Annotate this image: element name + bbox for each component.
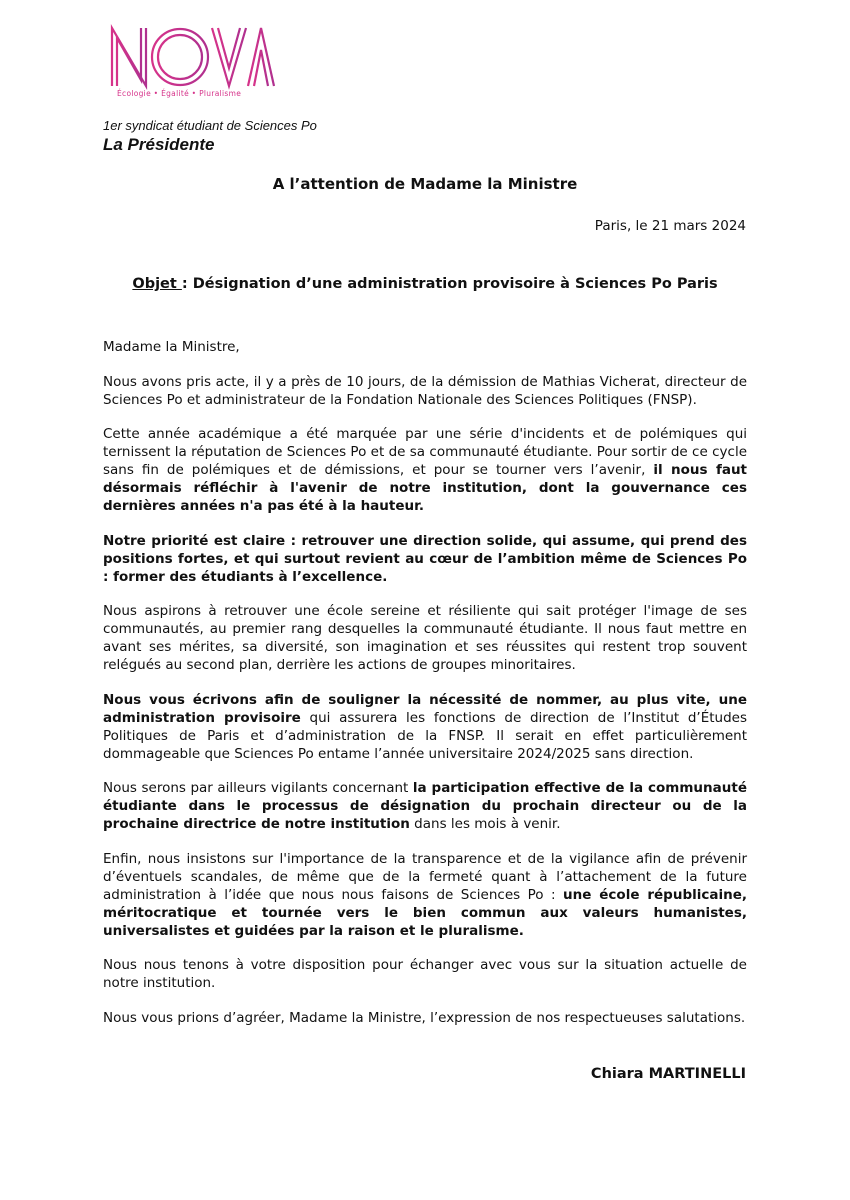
subject-label: Objet xyxy=(132,276,182,292)
closing-formula: Nous vous prions d’agréer, Madame la Ministre, l’expression de nos respectueuses salutations. xyxy=(103,1009,746,1026)
paragraph-5-text: qui assurera les fonctions de direction de l’Institut d’Études Politiques de Paris et d’administration de la FNSP. Il serait en effet particulièrement dommageable que Sciences Po entame l’année universitaire 2024/2025 sans direction. xyxy=(103,709,748,762)
paragraph-3-emphasis: Notre priorité est claire : retrouver une direction solide, qui assume, qui prend des positions fortes, et qui surtout revient au cœur de l’ambition même de Sciences Po : former des étudiants à l’excellence. xyxy=(103,532,747,585)
paragraph-1: Nous avons pris acte, il y a près de 10 jours, de la démission de Mathias Vicherat, directeur de Sciences Po et administrateur de la Fondation Nationale des Sciences Politiques (FNSP). xyxy=(103,373,747,408)
paragraph-7 xyxy=(103,850,747,940)
paragraph-5-emphasis: Nous vous écrivons afin de souligner la nécessité de nommer, au plus vite, une administration provisoire xyxy=(103,691,747,726)
paragraph-2 xyxy=(103,425,747,515)
subject-text: : Désignation d’une administration provisoire à Sciences Po Paris xyxy=(181,276,718,292)
paragraph-8: Nous nous tenons à votre disposition pour échanger avec vous sur la situation actuelle de notre institution. xyxy=(103,957,747,991)
place-date: Paris, le 21 mars 2024 xyxy=(594,218,746,234)
addressee: A l’attention de Madame la Ministre xyxy=(272,175,578,193)
paragraph-2-emphasis: il nous faut désormais réfléchir à l'avenir de notre institution, dont la gouvernance ces dernières années n'a pas été à la hauteur. xyxy=(103,462,748,514)
subject-line xyxy=(0,276,850,292)
organization-line: 1er syndicat étudiant de Sciences Po xyxy=(103,118,317,133)
paragraph-7-text: Enfin, nous insistons sur l'importance de la transparence et de la vigilance afin de prévenir d’éventuels scandales, de même que de la fermeté quant à l’attachement de la future administration à l’idée que nous nous faisons de Sciences Po : xyxy=(103,850,747,903)
letter-body xyxy=(103,338,747,1043)
president-title: La Présidente xyxy=(103,135,215,154)
signature: Chiara MARTINELLI xyxy=(590,1066,746,1082)
paragraph-7-emphasis: une école républicaine, méritocratique et tournée vers le bien commun aux valeurs humanistes, universalistes et guidées par la raison et le pluralisme. xyxy=(103,886,747,939)
salutation: Madame la Ministre, xyxy=(103,339,240,355)
paragraph-6 xyxy=(103,779,747,833)
logo-tagline: Écologie • Égalité • Pluralisme xyxy=(117,89,242,98)
paragraph-6-emphasis: la participation effective de la communauté étudiante dans le processus de désignation du prochain directeur ou de la prochaine directrice de notre institution xyxy=(103,780,747,832)
paragraph-3 xyxy=(103,532,747,586)
paragraph-6-text-a: Nous serons par ailleurs vigilants concernant xyxy=(103,780,413,796)
paragraph-5 xyxy=(103,691,747,763)
paragraph-6-text-c: dans les mois à venir. xyxy=(409,816,561,832)
paragraph-2-text: Cette année académique a été marquée par une série d'incidents et de polémiques qui ternissent la réputation de Sciences Po et de sa communauté étudiante. Pour sortir de ce cycle sans fin de polémiques et de démissions, et pour se tourner vers l’avenir, xyxy=(103,426,747,478)
nova-logo-mark xyxy=(108,22,278,92)
paragraph-4: Nous aspirons à retrouver une école sereine et résiliente qui sait protéger l'image de ses communautés, au premier rang desquelles la communauté étudiante. Il nous faut mettre en avant ses mérites, sa diversité, son imagination et ses réussites qui restent trop souvent relégués au second plan, derrière les actions de groupes minoritaires. xyxy=(103,603,747,673)
